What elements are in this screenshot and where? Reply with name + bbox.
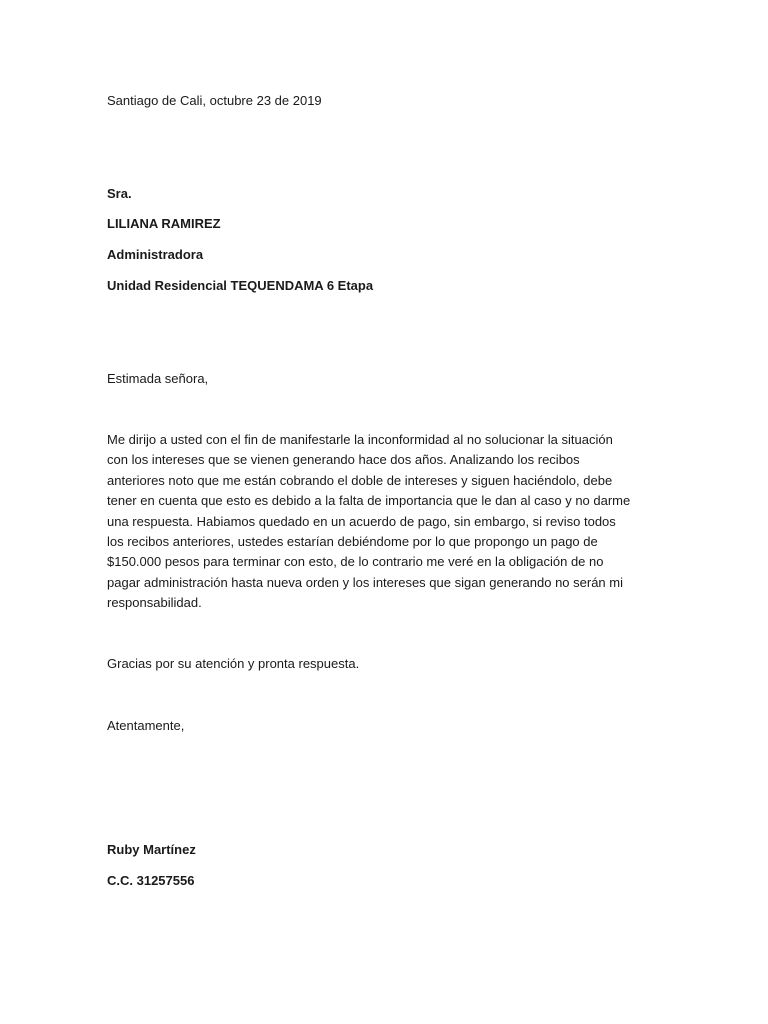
body-line: responsabilidad.	[107, 595, 202, 611]
body-line: anteriores noto que me están cobrando el doble de intereses y siguen haciéndolo, debe	[107, 472, 613, 488]
body-line: pagar administración hasta nueva orden y los intereses que sigan generando no serán mi	[107, 574, 623, 590]
recipient-salutation: Sra.	[107, 186, 132, 201]
place-date: Santiago de Cali, octubre 23 de 2019	[107, 93, 322, 108]
body-line: $150.000 pesos para terminar con esto, de lo contrario me veré en la obligación de no	[107, 554, 604, 570]
thanks-line: Gracias por su atención y pronta respuesta.	[107, 656, 360, 671]
body-line: con los intereses que se vienen generando hace dos años. Analizando los recibos	[107, 452, 580, 468]
signature-name: Ruby Martínez	[107, 842, 196, 857]
body-paragraph	[107, 430, 667, 614]
body-line: tener en cuenta que esto es debido a la falta de importancia que le dan al caso y no darme	[107, 493, 631, 509]
signature-id: C.C. 31257556	[107, 873, 195, 888]
body-line: una respuesta. Habiamos quedado en un acuerdo de pago, sin embargo, si reviso todos	[107, 513, 616, 529]
body-line: los recibos anteriores, ustedes estarían debiéndome por lo que propongo un pago de	[107, 533, 598, 549]
greeting: Estimada señora,	[107, 371, 209, 386]
recipient-organization: Unidad Residencial TEQUENDAMA 6 Etapa	[107, 278, 374, 293]
closing: Atentamente,	[107, 718, 185, 733]
recipient-title: Administradora	[107, 247, 204, 262]
body-line: Me dirijo a usted con el fin de manifestarle la inconformidad al no solucionar la situación	[107, 432, 613, 447]
recipient-name: LILIANA RAMIREZ	[107, 216, 221, 231]
